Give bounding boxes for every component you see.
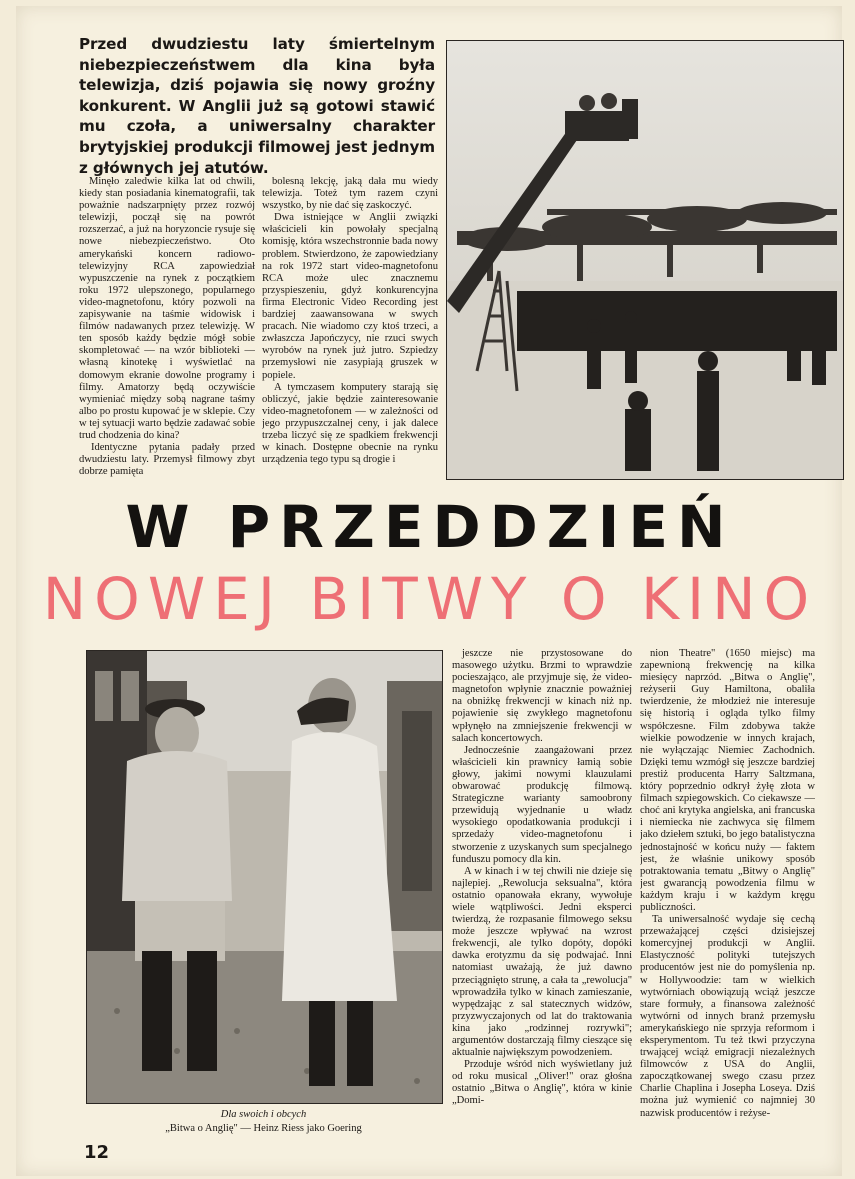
paragraph: Identyczne pytania padały przed dwudziestu laty. Przemysł filmowy zbyt dobrze pamięta [79, 442, 255, 478]
paragraph: bolesną lekcję, jaką dała mu wiedy telewizja. Toteż tym razem czyni wszystko, by nie dać się zaskoczyć. [262, 176, 438, 212]
paragraph: Przoduje wśród nich wyświetlany już od roku musical „Oliver!" oraz głośna ostatnio „Bitwa o Anglię", która w kinie „Domi- [452, 1059, 632, 1107]
paragraph: A w kinach i w tej chwili nie dzieje się najlepiej. „Rewolucja seksualna", która ostatnio opanowała ekrany, wywołuje wiele wątpliwości. Jedni eksperci twierdzą, że rozpasanie filmowego seksu może jeszcze wpływać na wzrost frekwencji, ale tylko dopóty, dopóki dawka erotyzmu da się podwajać. Inni natomiast uważają, że już dawno przeciągnięto strunę, a cała ta „rewolucja" wprowadziła tylko w kinach zamieszanie, wypędzając z sal statecznych widzów, przyzwyczajonych od lat do traktowania kina jako „rodzinnej rozrywki"; argumentów dostarczają filmy cieszące się aktualnie największym powodzeniem. [452, 865, 632, 1059]
text-column-3 [452, 648, 632, 1135]
text-column-2 [262, 176, 438, 483]
paragraph: Ta uniwersalność wydaje się cechą przeważającej części dzisiejszej komercyjnej produkcji w Anglii. Elastyczność polityki tutejszych producentów jest nie do pomyślenia np. w Hollywoodzie: tam w wielkich wytwórniach obowiązują wciąż jeszcze stare formuły, a finansowa zależność wytwórni od innych branż przemysłu amerykańskiego nie sprzyja reformom i eksperymentom. Tu też tkwi przyczyna trwającej wciąż emigracji niezależnych filmowców z USA do Anglii, zapoczątkowanej swego czasu przez Charlie Chaplina i Josepha Loseya. Dziś można już wymienić co najmniej 30 nazwisk producentów i reżyse- [640, 914, 815, 1119]
headline-line-2: NOWEJ BITWY O KINO [42, 565, 818, 633]
paragraph: nion Theatre" (1650 miejsc) ma zapewnioną frekwencję na kilka miesięcy naprzód. „Bitwa o Anglię", reżyserii Guy Hamiltona, obaliła twierdzenie, że młodzież nie interesuje się historią i ogląda tylko filmy współczesne. Film zdobywa także wielkie powodzenie w innych krajach, nie wyłączając Niemiec Zachodnich. Dzięki temu wzmógł się jeszcze bardziej prestiż producenta Harry Saltzmana, który poprzednio odkrył żyłę złota w filmach szpiegowskich. Co ciekawsze — choć ani krytyka angielska, ani francuska i niemiecka nie zachwyca się filmem jako dziełem sztuki, bo jego batalistyczna jednostajność w końcu nuży — faktem jest, że właśnie unikowy sposób potraktowania tematu „Bitwy o Anglię" jest gwarancją powodzenia filmu w każdym kraju i w każdym kręgu publiczności. [640, 648, 815, 913]
text-column-1 [79, 176, 255, 483]
headline-line-1: W PRZEDDZIEŃ [125, 493, 735, 561]
paragraph: jeszcze nie przystosowane do masowego użytku. Brzmi to wprawdzie pocieszająco, ale przyjmuje się, że video-magnetofon wpłynie znacznie poważniej na obniżkę frekwencji w kinach niż np. pojawienie się zwykłego magnetofonu wpłynęło na zmniejszenie frekwencji w salach koncertowych. [452, 648, 632, 744]
caption-title: Dla swoich i obcych [220, 1109, 307, 1120]
caption-credit: „Bitwa o Anglię" — Heinz Riess jako Goering [165, 1123, 362, 1134]
paragraph: Dwa istniejące w Anglii związki właścicieli kin powołały specjalną komisję, która wszechstronnie bada nowy problem. Stwierdzono, że zapowiedziany na rok 1972 start video-magnetofonu RCA może ulec znacznemu przyspieszeniu, gdyż konkurencyjna firma Electronic Video Recording jest bardziej zaawansowana w swych pracach. Nie wiadomo czy ktoś trzeci, a zwłaszcza Japończycy, nie rzuci swych wyrobów na rynek już jutro. Szpiedzy przemysłowi nie zasypiają gruszek w popiele. [262, 212, 438, 381]
film-still-photo [86, 650, 443, 1104]
page-number: 12 [84, 1142, 110, 1163]
photo-caption [86, 1108, 441, 1136]
paragraph: A tymczasem komputery starają się obliczyć, jakie będzie zainteresowanie video-magnetofonem — w zależności od jego przypuszczalnej ceny, i jak dalece trzeba liczyć się ze spadkiem frekwencji w kinach. Dostępne obecnie na rynku urządzenia tego typu są drogie i [262, 381, 438, 466]
paragraph: Jednocześnie zaangażowani przez właścicieli kin prawnicy łamią sobie głowy, jakimi nowymi klauzulami obwarować produkcję filmową. Strategiczne warianty samoobrony przewidują wyjednanie u władz wysokiego opodatkowania produkcji i sprzedaży video-magnetofonu i stworzenie z uzyskanych sum specjalnego funduszu pomocy dla kin. [452, 744, 632, 865]
article-lead: Przed dwudziestu laty śmiertelnym niebezpieczeństwem dla kina była telewizja, dziś pojawia się nowy groźny konkurent. W Anglii już są gotowi stawić mu czoła, a uniwersalny charakter brytyjskiej produkcji filmowej jest jednym z głównych jej atutów. [79, 35, 435, 177]
airfield-film-set-photo [446, 40, 844, 480]
paragraph: Minęło zaledwie kilka lat od chwili, kiedy stan posiadania kinematografii, tak poważnie nadszarpnięty przez rozwój telewizji, począł się na powrót rozszerzać, a już na horyzoncie rysuje się nowe niebezpieczeństwo. Oto amerykański koncern radiowo-telewizyjny RCA zapowiedział wypuszczenie na rynek z początkiem roku 1972 ulepszonego, popularnego video-magnetofonu, który pozwoli na zapisywanie na taśmie widowisk i filmów nadawanych przez telewizję. W ten sposób każdy będzie mógł sobie skompletować — na wzór biblioteki — własną kinotekę i wyświetlać na domowym ekranie dowolne programy i filmy. Amatorzy będą oczywiście wymieniać między sobą nagrane taśmy albo po prostu kupować je w sklepie. Czy w tej sytuacji warto będzie zadawać sobie trud chodzenia do kina? [79, 176, 255, 441]
text-column-4 [640, 648, 815, 1135]
